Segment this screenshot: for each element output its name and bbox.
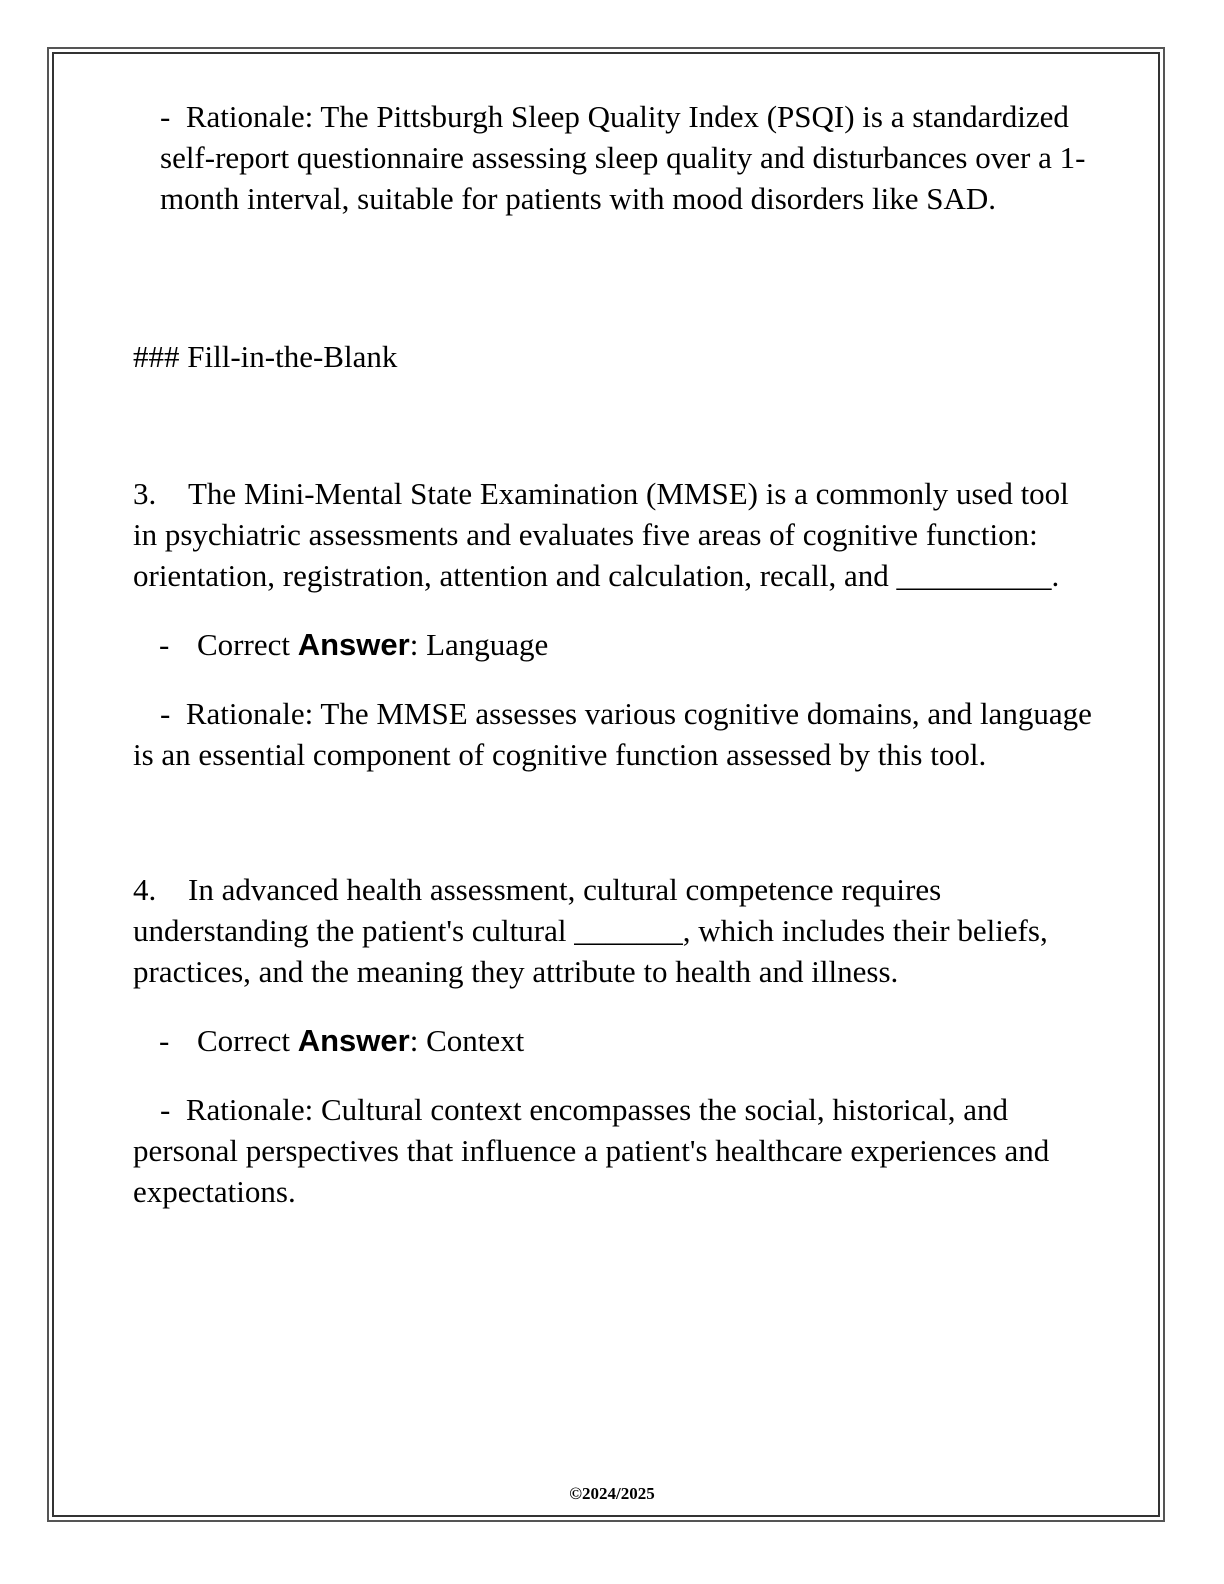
rationale-dash: -	[160, 99, 171, 134]
answer-prefix: Correct	[197, 627, 290, 662]
section-heading: ### Fill-in-the-Blank	[133, 339, 398, 374]
rationale-psqi	[133, 96, 1093, 219]
question-3-text: The Mini-Mental State Examination (MMSE) is a commonly used tool in psychiatric assessments and evaluates five areas of cognitive function: orientation, registration, attention and calculation, recall, and __________.	[133, 476, 1069, 593]
question-4-text: In advanced health assessment, cultural competence requires understanding the patient's cultural _______, which includes their beliefs, practices, and the meaning they attribute to health and illness.	[133, 872, 1048, 989]
answer-value: : Context	[409, 1023, 525, 1058]
question-3-rationale	[133, 693, 1093, 775]
answer-value: : Language	[409, 627, 549, 662]
question-4-rationale-text: Rationale: Cultural context encompasses the social, historical, and personal perspectives that influence a patient's healthcare experiences and expectations.	[133, 1092, 1050, 1209]
question-3	[133, 473, 1093, 596]
answer-label: Answer	[297, 1023, 410, 1058]
question-4-rationale	[133, 1089, 1093, 1212]
question-4-answer	[133, 1020, 1093, 1061]
question-3-rationale-text: Rationale: The MMSE assesses various cognitive domains, and language is an essential component of cognitive function assessed by this tool.	[133, 696, 1092, 772]
copyright-footer: ©2024/2025	[569, 1484, 655, 1503]
rationale-dash: -	[160, 1092, 171, 1127]
question-3-number: 3.	[133, 476, 157, 511]
answer-dash: -	[159, 1023, 170, 1058]
question-3-answer	[133, 624, 1093, 665]
document-content	[133, 96, 1093, 1212]
answer-prefix: Correct	[197, 1023, 290, 1058]
question-4-number: 4.	[133, 872, 157, 907]
rationale-dash: -	[160, 696, 171, 731]
answer-dash: -	[159, 627, 170, 662]
question-4	[133, 869, 1093, 992]
answer-label: Answer	[297, 627, 410, 662]
rationale-psqi-text: Rationale: The Pittsburgh Sleep Quality Index (PSQI) is a standardized self-report questionnaire assessing sleep quality and disturbances over a 1-month interval, suitable for patients with mood disorders like SAD.	[160, 99, 1086, 216]
